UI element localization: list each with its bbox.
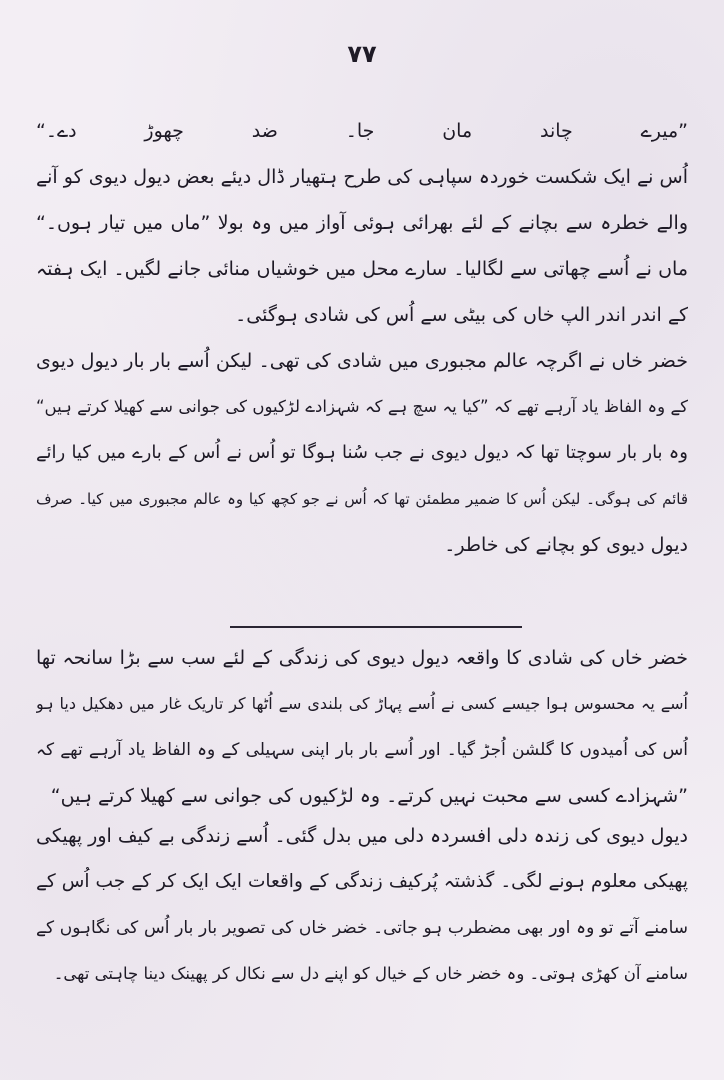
text-line: خضر خاں نے اگرچہ عالم مجبوری میں شادی کی تھی۔ لیکن اُسے بار بار دیول دیوی xyxy=(36,350,688,372)
text-line: سامنے آتے تو وہ اور بھی مضطرب ہو جاتی۔ خضر خاں کی تصویر بار بار اُس کی نگاہوں کے xyxy=(36,918,688,938)
text-line: اُس نے ایک شکست خوردہ سپاہی کی طرح ہتھیار ڈال دیئے بعض دیول دیوی کو آنے xyxy=(36,166,688,188)
text-line: قائم کی ہوگی۔ لیکن اُس کا ضمیر مطمئن تھا کہ اُس نے جو کچھ کیا وہ عالم مجبوری میں کیا۔ صرف xyxy=(36,490,688,508)
text-line: ”میرے چاند مان جا۔ ضد چھوڑ دے۔“ xyxy=(36,120,688,142)
text-line: دیول دیوی کو بچانے کی خاطر۔ xyxy=(444,534,688,556)
page-number: ۷۷ xyxy=(347,40,377,68)
text-line: اُس کی اُمیدوں کا گلشن اُجڑ گیا۔ اور اُسے بار بار اپنی سہیلی کے وہ الفاظ یاد آرہے تھے کہ xyxy=(36,740,688,760)
text-line: اُسے یہ محسوس ہوا جیسے کسی نے اُسے پہاڑ کی بلندی سے اُٹھا کر تاریک غار میں دھکیل دیا ہو xyxy=(36,694,688,713)
text-line: سامنے آن کھڑی ہوتی۔ وہ خضر خاں کے خیال کو اپنے دل سے نکال کر پھینک دینا چاہتی تھی۔ xyxy=(53,964,688,983)
paragraph-3 xyxy=(36,635,688,819)
text-line: والے خطرہ سے بچانے کے لئے بھرائی ہوئی آواز میں وہ بولا ”ماں میں تیار ہوں۔“ xyxy=(36,212,688,234)
text-line: ”شہزادے کسی سے محبت نہیں کرتے۔ وہ لڑکیوں کی جوانی سے کھیلا کرتے ہیں“ xyxy=(50,785,688,807)
paragraph-4 xyxy=(36,813,688,997)
text-line: دیول دیوی کی زندہ دلی افسردہ دلی میں بدل گئی۔ اُسے زندگی بے کیف اور پھیکی xyxy=(36,825,688,847)
paragraph-1 xyxy=(36,108,688,338)
text-line: پھیکی معلوم ہونے لگی۔ گذشتہ پُرکیف زندگی کے واقعات ایک ایک کر کے جب اُس کے xyxy=(36,871,688,892)
text-line: وہ بار بار سوچتا تھا کہ دیول دیوی نے جب سُنا ہوگا تو اُس نے اُس کے بارے میں کیا رائے xyxy=(36,442,688,463)
paragraph-2 xyxy=(36,338,688,568)
section-divider xyxy=(230,626,522,628)
text-line: خضر خاں کی شادی کا واقعہ دیول دیوی کی زندگی کے لئے سب سے بڑا سانحہ تھا xyxy=(36,647,688,669)
text-line: کے وہ الفاظ یاد آرہے تھے کہ ”کیا یہ سچ ہے کہ شہزادے لڑکیوں کی جوانی سے کھیلا کرتے ہیں“ xyxy=(36,397,688,416)
text-line: کے اندر اندر الپ خاں کی بیٹی سے اُس کی شادی ہوگئی۔ xyxy=(235,304,688,326)
text-line: ماں نے اُسے چھاتی سے لگالیا۔ سارے محل میں خوشیاں منائی جانے لگیں۔ ایک ہفتہ xyxy=(36,258,688,280)
